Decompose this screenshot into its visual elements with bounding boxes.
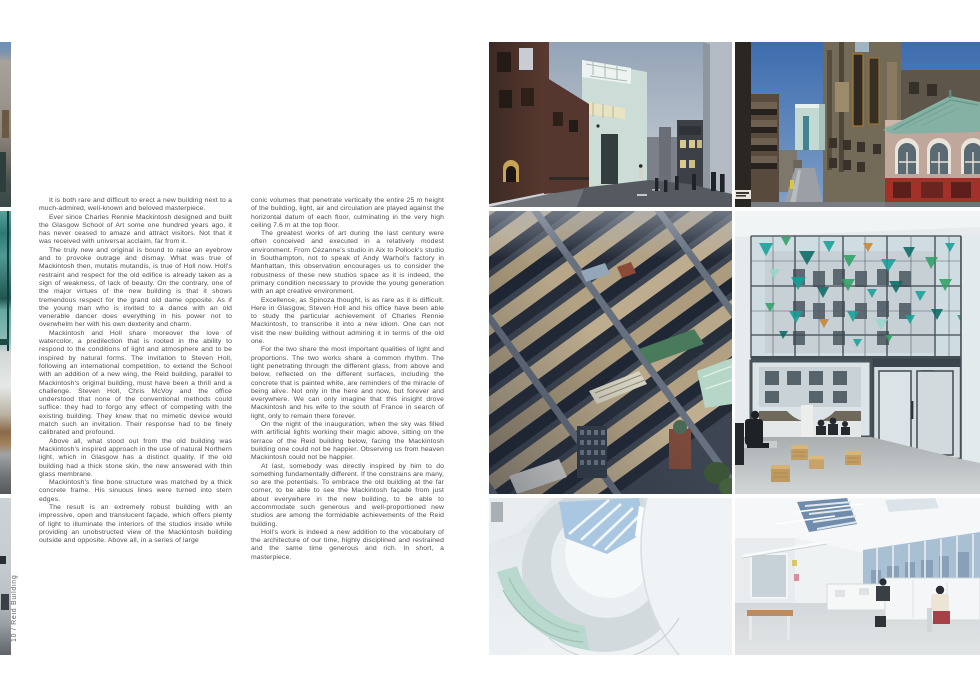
paragraph: For the two share the most important qualities of light and proportions. The two works share a common rhythm. The light penetrating through the different glass, from above and below, reflected on the different surfaces, including the concrete that is painted white, are reminders of the miracle of being alive. Not only in the here and now, but forever and everywhere. We can only imagine that this insight drove Mackintosh and his wife to the south of France in search of light, only to remain there forever. xyxy=(251,346,444,420)
window-fragment xyxy=(0,152,6,192)
sign-fragment xyxy=(0,556,6,564)
mullion-fragment xyxy=(0,339,9,345)
page-edge-photo-fragment-bottom xyxy=(0,498,11,655)
essay-column-2 xyxy=(251,197,444,562)
paragraph: conic volumes that penetrate vertically the entire 25 m height of the building, light, air and circulation are played against the horizontal datum of each floor, culminating in the very high ceiling 7.6 m at the top floor. xyxy=(251,197,444,229)
photo-aerial-city-view xyxy=(489,211,732,494)
paragraph: On the night of the inauguration, when the sky was filled with artificial lights working their magic above, sitting on the terrace of the Reid building below, facing the Mackintosh building one could not be happier. Observing us from heaven Mackintosh could not be happier. xyxy=(251,421,444,462)
figure-fragment xyxy=(1,594,9,610)
page-spine-label: 10 / Reid Building xyxy=(11,574,18,642)
paragraph: Excellence, as Spinoza thought, is as rare as it is difficult. Here in Glasgow, Steven Holl and his office have been able to study the particular achievement of Charles Rennie Mackintosh, to transcribe it into a new idiom. One can not visit the new building without admiring it in terms of the old one. xyxy=(251,296,444,346)
photo-atrium-stair-void xyxy=(489,498,732,655)
paragraph: Mackintosh's fine bone structure was matched by a thick concrete frame. His sinuous lines were turned into stern edges. xyxy=(39,479,232,503)
photo-street-view-dusk-illustration xyxy=(489,42,732,207)
photo-entrance-lobby-illustration xyxy=(735,211,980,494)
mullion-fragment xyxy=(7,211,9,351)
photo-street-view-day xyxy=(735,42,980,207)
photo-street-view-dusk xyxy=(489,42,732,207)
paragraph: Mackintosh and Holl share moreover the love of watercolor, a predilection that is rooted in the ability to respond to the conditions of light and atmosphere and to be inspired by natural forms. The invitation to Steven Holl, following an international competition, to extend the School with an addition of a new wing, the Reid building, parallel to Mackintosh's original building, must have been a thrill and a challenge. Steven Holl, Chris McVoy and the office understood that none of the conventional methods could suffice: they had to forgo any effect of competing with the existing building. They knew that no mimetic device would match such an invitation. Their response had to be finely calibrated and profound. xyxy=(39,329,232,437)
essay-column-1 xyxy=(39,197,232,545)
paragraph: The truly new and original is bound to raise an eyebrow and to provoke outrage and dismay. What was true of Mackintosh then, mutatis mutandis, is true of Holl now. Holl's restraint and respect for the old edifice is already taken as a sign of weakness, of lack of beauty. On the contrary, one of the major virtues of the new building is that it shows tremendous respect for the grand old dame opposite. As if the young man who is invited to a dance with an old venerable dancer does everything in his power not to overwhelm her with his own dexterity and charm. xyxy=(39,246,232,329)
paragraph: The greatest works of art during the last century were often conceived and executed in a relatively modest environment. From Cézanne's studio in Aix to Pollock's studio in Southampton, not to speak of Andy Warhol's factory in Manhattan, this observation encourages us to consider the robustness of these new studios space as it is indeed, the primary condition necessary to provide the young generation with an apt creative environment. xyxy=(251,230,444,296)
paragraph: It is both rare and difficult to erect a new building next to a much-admired, well-known and beloved masterpiece. xyxy=(39,197,232,213)
paragraph: Ever since Charles Rennie Mackintosh designed and built the Glasgow School of Art some one hundred years ago, it has never ceased to amaze and attract visitors. Not that it was received with universal acclaim, far from it. xyxy=(39,213,232,246)
photo-studio-interior-illustration xyxy=(735,498,980,655)
photo-studio-interior xyxy=(735,498,980,655)
page-edge-photo-fragment-middle xyxy=(0,211,11,494)
page-edge-photo-fragment-top xyxy=(0,42,11,207)
photo-aerial-city-view-illustration xyxy=(489,211,732,494)
window-fragment xyxy=(2,110,9,138)
paragraph: At last, somebody was directly inspired by him to do something fundamentally different. If the constrains are many, so are the potentials. To embrace the old building at the far corner, to be able to see the Mackintosh façade from just about everywhere in the new building, to be able to accommodate such generous and well-proportioned new studios are among the formidable achievements of the Reid building. xyxy=(251,462,444,528)
paragraph: Holl's work is indeed a new addition to the vocabulary of the architecture of our time, highly disciplined and restrained and the same time generous and rich. In short, a masterpiece. xyxy=(251,528,444,561)
photo-atrium-stair-void-illustration xyxy=(489,498,732,655)
paragraph: Above all, what stood out from the old building was Mackintosh's inspired approach in the use of natural Northern light, which in Glasgow has a distinct quality. If the old building had a thick stone skin, the new answered with thin glass membrane. xyxy=(39,437,232,478)
paragraph: The result is an extremely robust building with an impressive, open and translucent façade, which offers plenty of light to illuminate the interiors of the studios inside while providing an unobstructed view of the Mackintosh building outside and opposite. Above all, in a series of large xyxy=(39,503,232,545)
photo-street-view-day-illustration xyxy=(735,42,980,207)
photo-entrance-lobby xyxy=(735,211,980,494)
